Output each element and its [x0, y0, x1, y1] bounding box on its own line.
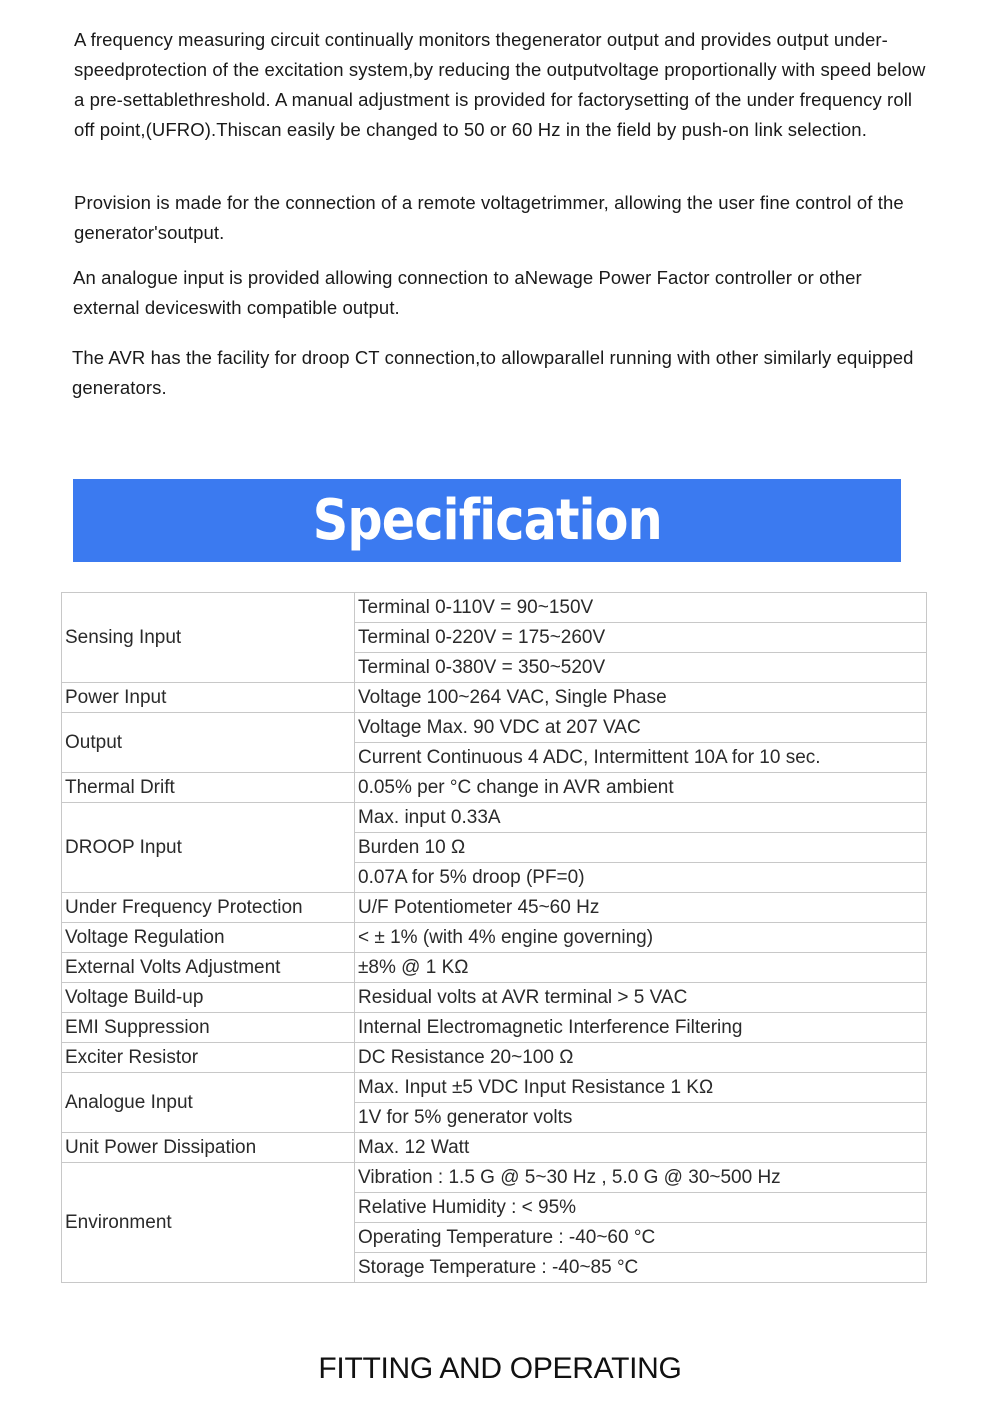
- spec-label: Power Input: [62, 683, 355, 713]
- spec-value: Terminal 0-380V = 350~520V: [355, 653, 927, 683]
- spec-value: Voltage Max. 90 VDC at 207 VAC: [355, 713, 927, 743]
- table-row: [62, 1013, 927, 1043]
- spec-label: External Volts Adjustment: [62, 953, 355, 983]
- spec-label: Thermal Drift: [62, 773, 355, 803]
- spec-value: Max. Input ±5 VDC Input Resistance 1 KΩ: [355, 1073, 927, 1103]
- spec-value: Burden 10 Ω: [355, 833, 927, 863]
- spec-label: Voltage Build-up: [62, 983, 355, 1013]
- spec-label: Environment: [62, 1163, 355, 1283]
- paragraph-frequency-protection: A frequency measuring circuit continually monitors thegenerator output and provides output under-speedprotection of the excitation system,by reducing the outputvoltage proportionally with speed below a pre-settablethreshold. A manual adjustment is provided for factorysetting of the under frequency roll off point,(UFRO).Thiscan easily be changed to 50 or 60 Hz in the field by push-on link selection.: [74, 29, 926, 140]
- spec-value: Storage Temperature : -40~85 °C: [355, 1253, 927, 1283]
- table-row: [62, 773, 927, 803]
- table-row: [62, 803, 927, 833]
- specification-banner: [73, 479, 901, 562]
- spec-value: U/F Potentiometer 45~60 Hz: [355, 893, 927, 923]
- table-row: [62, 1133, 927, 1163]
- spec-value: Terminal 0-220V = 175~260V: [355, 623, 927, 653]
- table-row: [62, 893, 927, 923]
- specification-title: Specification: [312, 488, 662, 553]
- table-row: [62, 1073, 927, 1103]
- spec-label: Exciter Resistor: [62, 1043, 355, 1073]
- table-row: [62, 1043, 927, 1073]
- paragraph-analogue-input: An analogue input is provided allowing connection to aNewage Power Factor controller or other external deviceswith compatible output.: [73, 267, 862, 318]
- table-row: [62, 683, 927, 713]
- spec-value: Vibration : 1.5 G @ 5~30 Hz , 5.0 G @ 30~500 Hz: [355, 1163, 927, 1193]
- spec-value: Max. 12 Watt: [355, 1133, 927, 1163]
- table-row: [62, 953, 927, 983]
- spec-value: DC Resistance 20~100 Ω: [355, 1043, 927, 1073]
- spec-value: 1V for 5% generator volts: [355, 1103, 927, 1133]
- spec-value: 0.07A for 5% droop (PF=0): [355, 863, 927, 893]
- specification-table: [61, 592, 927, 1283]
- table-row: [62, 923, 927, 953]
- spec-label: Under Frequency Protection: [62, 893, 355, 923]
- spec-label: Analogue Input: [62, 1073, 355, 1133]
- spec-label: Unit Power Dissipation: [62, 1133, 355, 1163]
- spec-value: Relative Humidity : < 95%: [355, 1193, 927, 1223]
- spec-value: < ± 1% (with 4% engine governing): [355, 923, 927, 953]
- spec-label: EMI Suppression: [62, 1013, 355, 1043]
- specification-table-body: [62, 593, 927, 1283]
- table-row: [62, 983, 927, 1013]
- spec-value: Terminal 0-110V = 90~150V: [355, 593, 927, 623]
- spec-label: DROOP Input: [62, 803, 355, 893]
- table-row: [62, 1163, 927, 1193]
- spec-value: ±8% @ 1 KΩ: [355, 953, 927, 983]
- paragraph-remote-trimmer: Provision is made for the connection of a remote voltagetrimmer, allowing the user fine control of the generator'soutput.: [74, 192, 904, 243]
- table-row: [62, 593, 927, 623]
- spec-value: Residual volts at AVR terminal > 5 VAC: [355, 983, 927, 1013]
- spec-value: 0.05% per °C change in AVR ambient: [355, 773, 927, 803]
- paragraph-droop-ct: The AVR has the facility for droop CT connection,to allowparallel running with other similarly equipped generators.: [72, 347, 914, 398]
- spec-value: Current Continuous 4 ADC, Intermittent 10A for 10 sec.: [355, 743, 927, 773]
- spec-value: Operating Temperature : -40~60 °C: [355, 1223, 927, 1253]
- spec-label: Sensing Input: [62, 593, 355, 683]
- spec-label: Output: [62, 713, 355, 773]
- spec-value: Voltage 100~264 VAC, Single Phase: [355, 683, 927, 713]
- table-row: [62, 713, 927, 743]
- spec-value: Max. input 0.33A: [355, 803, 927, 833]
- spec-label: Voltage Regulation: [62, 923, 355, 953]
- fitting-operating-heading: FITTING AND OPERATING: [318, 1352, 682, 1385]
- spec-value: Internal Electromagnetic Interference Filtering: [355, 1013, 927, 1043]
